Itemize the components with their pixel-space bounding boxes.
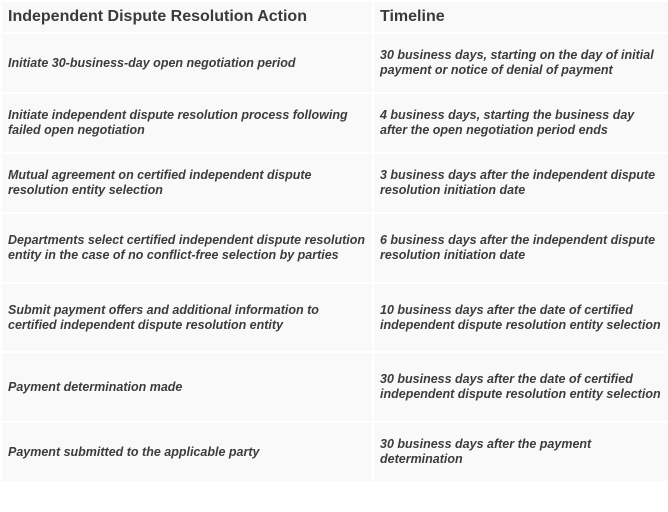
table-row (2, 214, 668, 282)
header-row (2, 2, 668, 32)
action-cell: Payment submitted to the applicable party (2, 423, 372, 481)
header-action: Independent Dispute Resolution Action (2, 2, 372, 32)
timeline-cell: 30 business days after the date of certified independent dispute resolution entity selection (374, 353, 668, 421)
table-header (2, 2, 668, 32)
timeline-cell: 30 business days, starting on the day of initial payment or notice of denial of payment (374, 34, 668, 92)
action-cell: Submit payment offers and additional information to certified independent dispute resolution entity (2, 284, 372, 351)
action-cell: Payment determination made (2, 353, 372, 421)
table-row (2, 353, 668, 421)
timeline-cell: 3 business days after the independent dispute resolution initiation date (374, 154, 668, 212)
action-cell: Initiate independent dispute resolution process following failed open negotiation (2, 94, 372, 152)
header-timeline: Timeline (374, 2, 668, 32)
action-cell: Initiate 30-business-day open negotiation period (2, 34, 372, 92)
timeline-cell: 6 business days after the independent dispute resolution initiation date (374, 214, 668, 282)
timeline-cell: 30 business days after the payment determination (374, 423, 668, 481)
table-row (2, 94, 668, 152)
table-row (2, 423, 668, 481)
action-cell: Departments select certified independent dispute resolution entity in the case of no conflict-free selection by parties (2, 214, 372, 282)
action-cell: Mutual agreement on certified independent dispute resolution entity selection (2, 154, 372, 212)
table-row (2, 154, 668, 212)
table-row (2, 284, 668, 351)
timeline-cell: 10 business days after the date of certified independent dispute resolution entity selection (374, 284, 668, 351)
table-row (2, 34, 668, 92)
table-body (2, 34, 668, 481)
timeline-cell: 4 business days, starting the business day after the open negotiation period ends (374, 94, 668, 152)
